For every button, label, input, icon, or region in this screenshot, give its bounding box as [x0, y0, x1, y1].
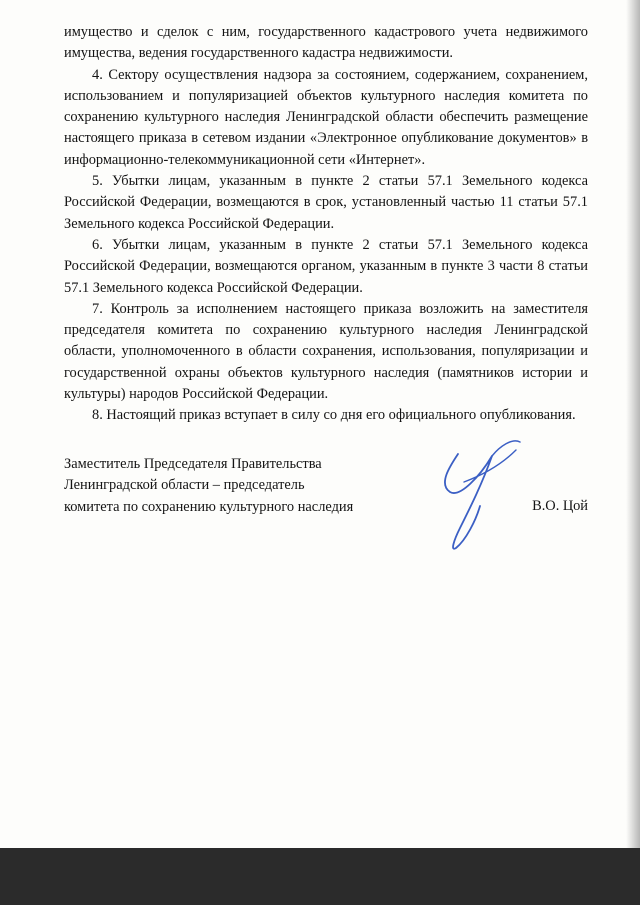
- paragraph-item-4: 4. Сектору осуществления надзора за состоянием, содержанием, сохранением, использованием и популяризацией объектов культурного наследия комитета по сохранению культурного наследия Ленинградской области обеспечить размещение настоящего приказа в сетевом издании «Электронное опубликование документов» в информационно-телекоммуникационной сети «Интернет».: [64, 66, 588, 168]
- scan-border: [0, 848, 640, 905]
- paragraph-item-5: 5. Убытки лицам, указанным в пункте 2 статьи 57.1 Земельного кодекса Российской Федерации, возмещаются в срок, установленный частью 11 статьи 57.1 Земельного кодекса Российской Федерации.: [64, 173, 588, 232]
- signatory-title-line: Заместитель Председателя Правительства: [64, 456, 322, 472]
- paragraph-item-6: 6. Убытки лицам, указанным в пункте 2 статьи 57.1 Земельного кодекса Российской Федерации, возмещаются органом, указанным в пункте 3 части 8 статьи 57.1 Земельного кодекса Российской Федерации.: [64, 236, 588, 296]
- paragraph-item-8: 8. Настоящий приказ вступает в силу со дня его официального опубликования.: [92, 407, 576, 424]
- signatory-title-line: комитета по сохранению культурного наследия: [64, 498, 354, 515]
- document-body: [64, 22, 588, 427]
- signatory-title: [64, 454, 424, 518]
- signatory-title-line: Ленинградской области – председатель: [64, 477, 305, 494]
- paragraph-item-7: 7. Контроль за исполнением настоящего приказа возложить на заместителя председателя комитета по сохранению культурного наследия Ленинградской области, уполномоченного в области сохранения, использования, популяризации и государственной охраны объектов культурного наследия (памятников истории и культуры) народов Российской Федерации.: [64, 300, 588, 403]
- signatory-name: В.О. Цой: [532, 498, 588, 514]
- paragraph-continuation: имущество и сделок с ним, государственного кадастрового учета недвижимого имущества, ведения государственного кадастра недвижимости.: [64, 24, 588, 62]
- handwritten-signature: [420, 436, 530, 556]
